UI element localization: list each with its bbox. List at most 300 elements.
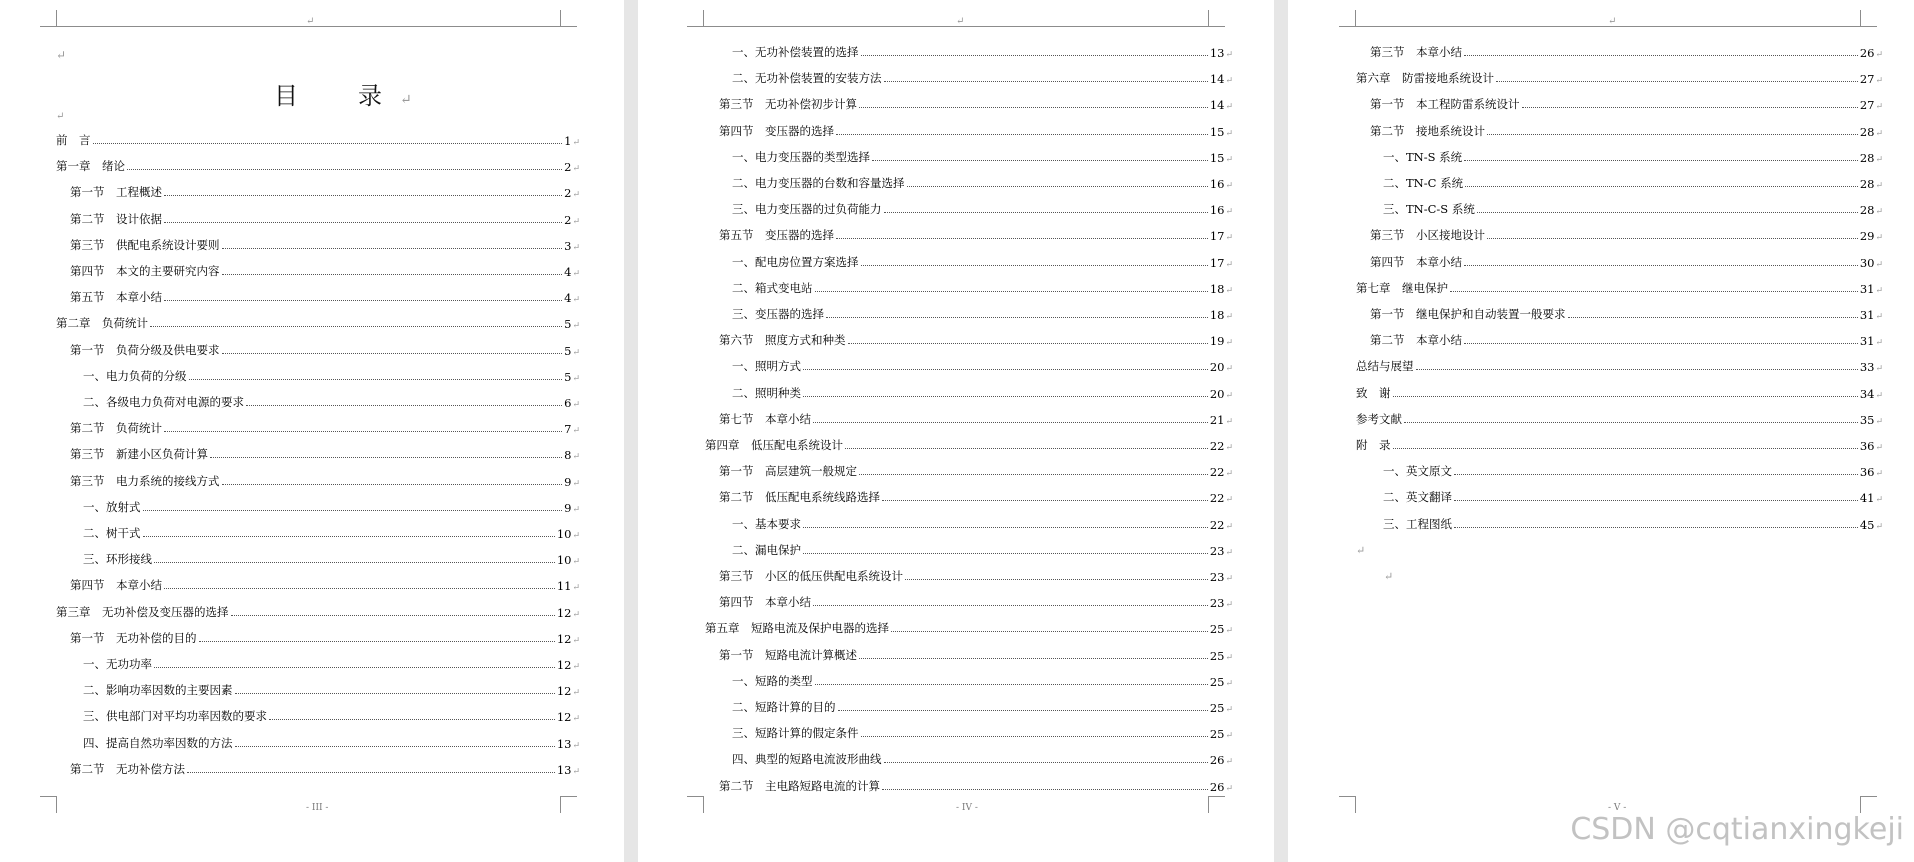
toc-entry[interactable] [56, 577, 580, 593]
toc-entry-page: 8 [564, 448, 572, 463]
toc-entry[interactable] [1356, 123, 1883, 139]
toc-entry-label: 第七节 本章小结 [719, 411, 811, 426]
toc-entry[interactable] [705, 647, 1233, 663]
toc-entry-label: 二、无功补偿装置的安装方法 [732, 71, 882, 86]
toc-entry-page: 6 [564, 396, 572, 410]
toc-entry-label: 第五节 变压器的选择 [719, 228, 834, 243]
paragraph-mark: ↵ [1875, 233, 1883, 244]
toc-entry[interactable] [705, 620, 1233, 636]
toc-entry-label: 致 谢 [1356, 385, 1391, 400]
toc-entry-page: 12 [556, 605, 572, 620]
toc-entry-label: 附 录 [1356, 438, 1391, 452]
toc-entry-label: 二、TN-C 系统 [1383, 176, 1464, 190]
header-paragraph-mark: ↵ [1608, 16, 1617, 27]
toc-leader-dots [246, 405, 562, 406]
toc-entry[interactable] [56, 499, 580, 515]
toc-leader-dots [845, 448, 1208, 449]
page-number-footer: - IV - [956, 803, 978, 813]
toc-entry[interactable] [56, 342, 580, 358]
toc-entry[interactable] [56, 289, 580, 305]
page-corner-bottom-left [1339, 796, 1356, 813]
toc-entry-page: 12 [556, 658, 572, 672]
paragraph-mark: ↵ [572, 740, 580, 751]
paragraph-mark: ↵ [572, 242, 580, 253]
paragraph-mark: ↵ [1225, 626, 1233, 637]
toc-entry-page: 27 [1859, 98, 1875, 113]
toc-entry-page: 7 [564, 422, 572, 437]
toc-entry-label: 三、供电部门对平均功率因数的要求 [83, 709, 267, 724]
toc-leader-dots [882, 789, 1208, 790]
toc-entry[interactable] [56, 708, 580, 724]
toc-entry-label: 第三节 小区接地设计 [1370, 228, 1485, 243]
toc-entry-page: 13 [556, 736, 572, 751]
toc-leader-dots [235, 693, 555, 694]
toc-entry[interactable] [56, 735, 580, 751]
paragraph-mark: ↵ [572, 269, 580, 279]
toc-entry-page: 25 [1209, 727, 1225, 742]
paragraph-mark: ↵ [1875, 338, 1883, 349]
toc-entry-label: 第一节 短路电流计算概述 [719, 647, 857, 662]
paragraph-mark: ↵ [56, 111, 65, 122]
toc-leader-dots [905, 579, 1208, 580]
toc-entry[interactable] [705, 516, 1233, 532]
toc-entry[interactable] [705, 751, 1233, 767]
toc-entry-label: 第三节 本章小结 [1370, 45, 1462, 59]
toc-entry[interactable] [56, 184, 580, 200]
toc-entry-page: 26 [1209, 779, 1225, 794]
paragraph-mark: ↵ [572, 478, 580, 489]
page-corner-bottom-left [687, 796, 704, 813]
toc-leader-dots [187, 772, 555, 773]
paragraph-mark: ↵ [1225, 678, 1233, 689]
toc-leader-dots [1454, 474, 1858, 475]
toc-entry-page: 12 [556, 710, 572, 725]
toc-entry-label: 第四节 变压器的选择 [719, 123, 834, 138]
toc-entry-label: 二、电力变压器的台数和容量选择 [732, 176, 905, 190]
toc-entry-page: 35 [1859, 412, 1875, 427]
toc-leader-dots [150, 326, 562, 327]
paragraph-mark: ↵ [1875, 76, 1883, 87]
toc-entry-page: 12 [556, 684, 572, 699]
page-corner-bottom-right [560, 796, 577, 813]
toc-leader-dots [164, 431, 562, 432]
paragraph-mark: ↵ [572, 295, 580, 306]
page-number-footer: - V - [1608, 803, 1627, 813]
paragraph-mark: ↵ [572, 400, 580, 410]
toc-entry[interactable] [705, 149, 1233, 165]
toc-entry[interactable] [1356, 332, 1883, 348]
toc-leader-dots [164, 222, 562, 223]
toc-entry[interactable] [56, 551, 580, 567]
toc-entry[interactable] [705, 306, 1233, 322]
paragraph-mark: ↵ [1225, 154, 1233, 165]
paragraph-mark: ↵ [1225, 364, 1233, 375]
toc-entry-label: 一、配电房位置方案选择 [732, 254, 859, 269]
paragraph-mark: ↵ [1225, 783, 1233, 794]
toc-entry-label: 第一节 继电保护和自动装置一般要求 [1370, 307, 1566, 321]
toc-entry-label: 第三章 无功补偿及变压器的选择 [56, 604, 229, 619]
toc-leader-dots [164, 300, 562, 301]
toc-entry[interactable] [56, 761, 580, 777]
toc-entry-page: 10 [556, 527, 572, 541]
toc-entry[interactable] [705, 227, 1233, 243]
toc-entry[interactable] [1356, 175, 1883, 191]
toc-entry[interactable] [1356, 201, 1883, 217]
toc-entry[interactable] [705, 594, 1233, 610]
paragraph-mark: ↵ [572, 452, 580, 463]
toc-entry[interactable] [1356, 306, 1883, 322]
paragraph-mark: ↵ [1384, 570, 1394, 583]
paragraph-mark: ↵ [1225, 338, 1233, 349]
toc-leader-dots [884, 81, 1208, 82]
paragraph-mark: ↵ [572, 504, 580, 515]
toc-entry-label: 一、TN-S 系统 [1383, 149, 1463, 164]
toc-entry[interactable] [1356, 463, 1883, 479]
toc-entry-page: 1 [564, 134, 572, 148]
toc-entry[interactable] [56, 604, 580, 620]
toc-entry-label: 第五节 本章小结 [70, 290, 162, 305]
toc-entry[interactable] [705, 673, 1233, 689]
toc-entry[interactable] [705, 385, 1233, 401]
paragraph-mark: ↵ [572, 138, 580, 148]
toc-entry[interactable] [56, 315, 580, 331]
toc-entry[interactable] [705, 175, 1233, 191]
toc-entry-label: 第三节 电力系统的接线方式 [70, 473, 220, 488]
paragraph-mark: ↵ [1225, 128, 1233, 139]
toc-entry-label: 第三节 无功补偿初步计算 [719, 97, 857, 112]
paragraph-mark: ↵ [1225, 285, 1233, 296]
toc-entry[interactable] [705, 463, 1233, 479]
toc-leader-dots [154, 667, 555, 668]
toc-leader-dots [222, 248, 563, 249]
toc-entry-page: 26 [1209, 753, 1225, 768]
toc-entry-label: 一、放射式 [83, 499, 141, 514]
toc-entry-page: 18 [1209, 281, 1225, 296]
toc-entry[interactable] [705, 699, 1233, 715]
toc-leader-dots [1522, 107, 1858, 108]
toc-leader-dots [1477, 212, 1858, 213]
toc-leader-dots [859, 474, 1208, 475]
paragraph-mark: ↵ [1225, 547, 1233, 558]
toc-entry-label: 第二节 主电路短路电流的计算 [719, 778, 880, 793]
page-corner-top-right [1860, 10, 1877, 27]
toc-entry[interactable] [705, 437, 1233, 453]
toc-entry-page: 5 [564, 369, 572, 384]
paragraph-mark: ↵ [572, 557, 580, 568]
toc-entry-page: 28 [1859, 150, 1875, 165]
page-corner-top-right [1208, 10, 1225, 27]
toc-entry[interactable] [705, 44, 1233, 60]
toc-entry-label: 第四节 本章小结 [1370, 254, 1462, 269]
toc-entry-label: 一、电力负荷的分级 [83, 368, 187, 383]
toc-leader-dots [93, 143, 563, 144]
toc-entry[interactable] [1356, 411, 1883, 427]
toc-leader-dots [210, 457, 562, 458]
toc-entry-page: 17 [1209, 255, 1225, 270]
toc-entry-page: 4 [564, 291, 572, 306]
toc-entry-page: 19 [1209, 334, 1225, 349]
toc-entry-page: 26 [1859, 46, 1875, 60]
toc-entry-label: 第四节 本章小结 [719, 595, 811, 610]
toc-entry-label: 第五章 短路电流及保护电器的选择 [705, 621, 889, 636]
page-number-footer: - III - [306, 803, 329, 813]
paragraph-mark: ↵ [572, 373, 580, 384]
toc-entry-page: 22 [1209, 439, 1225, 453]
toc-entry[interactable] [705, 542, 1233, 558]
toc-entry[interactable] [705, 725, 1233, 741]
toc-entry-page: 28 [1859, 203, 1875, 218]
toc-entry[interactable] [705, 96, 1233, 112]
toc-entry-label: 二、箱式变电站 [732, 280, 813, 295]
toc-entry-page: 10 [556, 553, 572, 568]
toc-leader-dots [836, 134, 1208, 135]
toc-entry[interactable] [705, 568, 1233, 584]
toc-entry-page: 14 [1209, 98, 1225, 113]
paragraph-mark: ↵ [1875, 495, 1883, 506]
toc-entry[interactable] [705, 254, 1233, 270]
paragraph-mark: ↵ [1225, 312, 1233, 322]
toc-title [274, 76, 412, 111]
header-paragraph-mark: ↵ [306, 16, 315, 27]
toc-leader-dots [1454, 500, 1858, 501]
toc-entry[interactable] [705, 332, 1233, 348]
toc-entry-label: 二、各级电力负荷对电源的要求 [83, 395, 244, 409]
toc-entry[interactable] [56, 446, 580, 462]
toc-entry[interactable] [1356, 44, 1883, 60]
toc-entry[interactable] [56, 211, 580, 227]
toc-entry[interactable] [56, 263, 580, 279]
paragraph-mark: ↵ [1225, 76, 1233, 87]
toc-page-5 [1288, 0, 1914, 862]
toc-leader-dots [154, 562, 555, 563]
paragraph-mark: ↵ [1225, 181, 1233, 191]
paragraph-mark: ↵ [1875, 207, 1883, 218]
toc-leader-dots [907, 186, 1208, 187]
toc-entry-page: 4 [564, 265, 572, 279]
toc-entry[interactable] [705, 123, 1233, 139]
paragraph-mark: ↵ [1875, 521, 1883, 532]
paragraph-mark: ↵ [1225, 390, 1233, 401]
toc-list [1356, 44, 1883, 544]
toc-entry-label: 总结与展望 [1356, 359, 1414, 374]
toc-entry[interactable] [56, 656, 580, 672]
toc-leader-dots [848, 343, 1208, 344]
toc-entry-page: 2 [564, 212, 572, 227]
paragraph-mark: ↵ [1225, 207, 1233, 218]
toc-leader-dots [164, 588, 555, 589]
toc-entry[interactable] [56, 237, 580, 253]
toc-entry[interactable] [705, 489, 1233, 505]
paragraph-mark: ↵ [1225, 705, 1233, 715]
paragraph-mark: ↵ [572, 216, 580, 227]
toc-entry[interactable] [56, 368, 580, 384]
paragraph-mark: ↵ [1875, 102, 1883, 113]
paragraph-mark: ↵ [572, 714, 580, 725]
toc-leader-dots [1487, 134, 1858, 135]
toc-leader-dots [803, 553, 1208, 554]
toc-leader-dots [1464, 160, 1858, 161]
toc-leader-dots [1487, 238, 1858, 239]
paragraph-mark: ↵ [572, 583, 580, 594]
toc-leader-dots [882, 500, 1208, 501]
toc-leader-dots [813, 605, 1208, 606]
paragraph-mark: ↵ [1875, 285, 1883, 296]
toc-entry-label: 第二节 本章小结 [1370, 333, 1462, 348]
toc-entry[interactable] [1356, 385, 1883, 401]
toc-entry-page: 17 [1209, 229, 1225, 244]
toc-entry[interactable] [705, 280, 1233, 296]
paragraph-mark: ↵ [1875, 416, 1883, 427]
toc-entry-page: 11 [556, 579, 572, 594]
toc-leader-dots [861, 55, 1208, 56]
paragraph-mark: ↵ [572, 688, 580, 699]
paragraph-mark: ↵ [1225, 416, 1233, 427]
toc-entry[interactable] [56, 473, 580, 489]
toc-leader-dots [1450, 291, 1858, 292]
toc-entry[interactable] [1356, 437, 1883, 453]
toc-entry-label: 第三节 小区的低压供配电系统设计 [719, 569, 903, 583]
toc-entry-label: 二、照明种类 [732, 385, 801, 400]
paragraph-mark: ↵ [1875, 364, 1883, 375]
toc-entry[interactable] [705, 411, 1233, 427]
toc-entry-label: 参考文献 [1356, 411, 1402, 426]
toc-entry-page: 34 [1859, 386, 1875, 401]
paragraph-mark: ↵ [1875, 443, 1883, 453]
toc-entry-label: 三、短路计算的假定条件 [732, 726, 859, 741]
page-corner-top-left [1339, 10, 1356, 27]
toc-entry[interactable] [1356, 254, 1883, 270]
page-corner-top-right [560, 10, 577, 27]
paragraph-mark: ↵ [1875, 154, 1883, 165]
toc-leader-dots [1464, 343, 1858, 344]
toc-entry-label: 第二节 设计依据 [70, 211, 162, 226]
toc-leader-dots [1568, 317, 1858, 318]
toc-entry-label: 第二章 负荷统计 [56, 316, 148, 331]
toc-leader-dots [803, 396, 1208, 397]
toc-page-4 [638, 0, 1274, 862]
toc-page-3 [0, 0, 624, 862]
toc-entry[interactable] [1356, 489, 1883, 505]
toc-leader-dots [803, 527, 1208, 528]
toc-entry-page: 15 [1209, 150, 1225, 165]
paragraph-mark: ↵ [1875, 312, 1883, 322]
toc-entry-page: 25 [1209, 648, 1225, 663]
paragraph-mark: ↵ [572, 635, 580, 646]
toc-entry[interactable] [1356, 516, 1883, 532]
toc-entry[interactable] [56, 682, 580, 698]
toc-entry-page: 31 [1859, 308, 1875, 322]
toc-entry-page: 25 [1209, 622, 1225, 637]
toc-entry[interactable] [1356, 70, 1883, 86]
toc-leader-dots [872, 160, 1208, 161]
toc-leader-dots [143, 510, 563, 511]
toc-leader-dots [815, 291, 1208, 292]
toc-entry-label: 三、TN-C-S 系统 [1383, 202, 1475, 217]
toc-title-text: 目 录 [274, 82, 400, 110]
toc-entry-page: 2 [564, 186, 572, 201]
toc-entry-page: 36 [1859, 465, 1875, 480]
toc-leader-dots [1454, 527, 1858, 528]
toc-entry-label: 前 言 [56, 133, 91, 147]
toc-entry-label: 三、电力变压器的过负荷能力 [732, 202, 882, 217]
paragraph-mark: ↵ [1225, 469, 1233, 480]
toc-entry-label: 四、典型的短路电流波形曲线 [732, 752, 882, 767]
toc-entry-page: 29 [1859, 229, 1875, 244]
toc-entry-label: 第一节 无功补偿的目的 [70, 630, 197, 645]
toc-entry-label: 三、环形接线 [83, 552, 152, 567]
toc-entry-label: 一、短路的类型 [732, 673, 813, 688]
paragraph-mark: ↵ [572, 426, 580, 437]
paragraph-mark: ↵ [572, 321, 580, 332]
toc-entry-page: 22 [1209, 491, 1225, 506]
toc-entry[interactable] [705, 358, 1233, 374]
toc-list [705, 44, 1233, 794]
toc-entry[interactable] [56, 394, 580, 410]
toc-entry[interactable] [1356, 149, 1883, 165]
toc-leader-dots [803, 369, 1208, 370]
toc-entry[interactable] [1356, 280, 1883, 296]
toc-leader-dots [189, 379, 563, 380]
paragraph-mark: ↵ [1225, 102, 1233, 113]
toc-entry-page: 9 [564, 500, 572, 515]
toc-leader-dots [222, 353, 563, 354]
toc-leader-dots [1393, 396, 1858, 397]
toc-entry-page: 13 [1209, 46, 1225, 60]
toc-entry[interactable] [1356, 227, 1883, 243]
paragraph-mark: ↵ [1225, 521, 1233, 532]
toc-leader-dots [235, 746, 555, 747]
toc-leader-dots [859, 107, 1208, 108]
toc-leader-dots [836, 238, 1208, 239]
toc-leader-dots [838, 710, 1208, 711]
toc-entry[interactable] [56, 630, 580, 646]
toc-entry[interactable] [56, 525, 580, 541]
toc-entry-page: 23 [1209, 596, 1225, 611]
paragraph-mark: ↵ [572, 531, 580, 541]
paragraph-mark: ↵ [1225, 574, 1233, 584]
toc-entry[interactable] [1356, 96, 1883, 112]
toc-entry[interactable] [705, 201, 1233, 217]
toc-leader-dots [813, 422, 1208, 423]
toc-entry-label: 第二节 无功补偿方法 [70, 761, 185, 776]
toc-entry-label: 一、无功功率 [83, 657, 152, 671]
toc-entry-label: 二、树干式 [83, 526, 141, 540]
toc-entry[interactable] [56, 158, 580, 174]
toc-leader-dots [222, 274, 563, 275]
page-corner-bottom-left [40, 796, 57, 813]
paragraph-mark: ↵ [1875, 390, 1883, 401]
toc-entry-label: 三、工程图纸 [1383, 516, 1452, 531]
toc-entry-page: 22 [1209, 517, 1225, 532]
toc-entry-page: 23 [1209, 543, 1225, 558]
page-corner-top-left [40, 10, 57, 27]
toc-entry[interactable] [1356, 358, 1883, 374]
toc-entry[interactable] [705, 778, 1233, 794]
paragraph-mark: ↵ [1356, 544, 1366, 557]
toc-entry[interactable] [56, 420, 580, 436]
toc-entry-label: 二、漏电保护 [732, 542, 801, 557]
toc-entry-label: 一、照明方式 [732, 359, 801, 374]
toc-entry[interactable] [705, 70, 1233, 86]
paragraph-mark: ↵ [1225, 443, 1233, 453]
toc-entry-page: 15 [1209, 124, 1225, 139]
paragraph-mark: ↵ [56, 48, 67, 62]
toc-entry-page: 3 [564, 238, 572, 253]
toc-entry[interactable] [56, 132, 580, 148]
page-corner-bottom-right [1208, 796, 1225, 813]
toc-entry-page: 25 [1209, 701, 1225, 715]
paragraph-mark: ↵ [1225, 50, 1233, 60]
